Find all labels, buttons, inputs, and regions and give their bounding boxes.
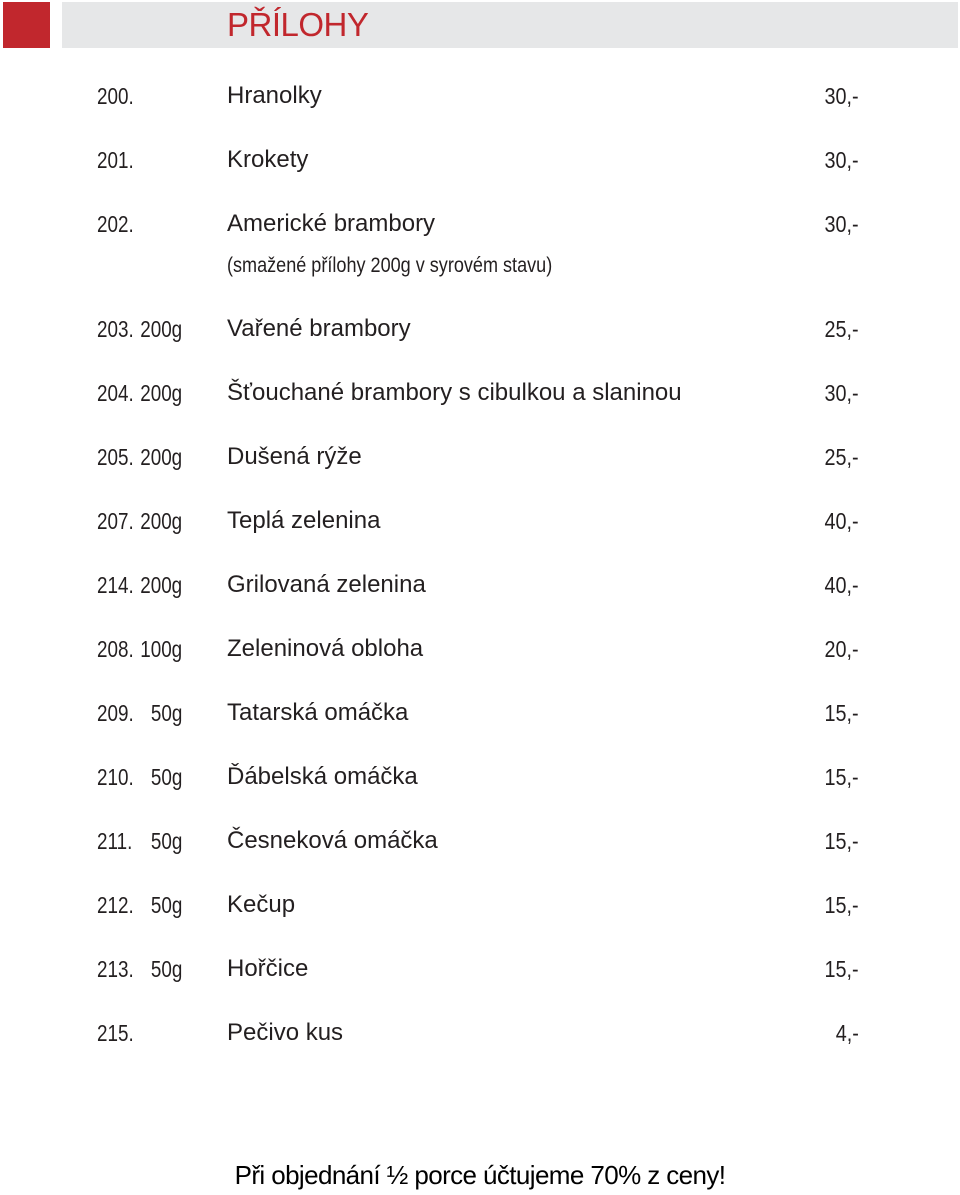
item-number: 211.	[97, 828, 133, 854]
item-number: 205.	[97, 444, 134, 470]
accent-square	[3, 2, 50, 48]
item-name: Americké brambory	[227, 210, 436, 237]
item-name: Zeleninová obloha	[227, 635, 424, 662]
item-weight: 50g	[150, 828, 182, 854]
item-number: 215.	[97, 1020, 134, 1046]
item-name: Teplá zelenina	[227, 507, 381, 534]
item-name: Krokety	[227, 146, 309, 173]
item-weight: 200g	[140, 380, 182, 406]
item-price: 30,-	[824, 83, 859, 109]
menu-item-210	[0, 761, 960, 801]
item-number: 210.	[97, 764, 134, 790]
menu-item-205	[0, 441, 960, 481]
item-price: 15,-	[824, 700, 859, 726]
item-weight: 100g	[140, 636, 182, 662]
item-number: 213.	[97, 956, 134, 982]
menu-item-212	[0, 889, 960, 929]
item-weight: 200g	[140, 572, 182, 598]
item-weight: 50g	[150, 956, 182, 982]
item-weight: 50g	[150, 700, 182, 726]
item-number: 212.	[97, 892, 134, 918]
half-portion-notice: Při objednání ½ porce účtujeme 70% z ceny!	[234, 1160, 726, 1190]
item-name: Grilovaná zelenina	[227, 571, 426, 598]
item-price: 25,-	[824, 316, 859, 342]
item-price: 40,-	[824, 508, 859, 534]
item-number: 207.	[97, 508, 134, 534]
page-title: PŘÍLOHY	[227, 6, 369, 43]
menu-item-207	[0, 505, 960, 545]
menu-item-201	[0, 144, 960, 184]
item-weight: 200g	[140, 444, 182, 470]
item-number: 203.	[97, 316, 134, 342]
item-name: Hořčice	[227, 955, 309, 982]
item-weight: 200g	[140, 508, 182, 534]
item-name: Vařené brambory	[227, 315, 411, 342]
item-price: 30,-	[824, 147, 859, 173]
menu-item-211	[0, 825, 960, 865]
menu-item-200	[0, 80, 960, 120]
item-price: 25,-	[824, 444, 859, 470]
item-price: 15,-	[824, 892, 859, 918]
item-name: Hranolky	[227, 82, 322, 109]
menu-item-204	[0, 377, 960, 417]
item-price: 4,-	[835, 1020, 859, 1046]
item-price: 40,-	[824, 572, 859, 598]
menu-item-214	[0, 569, 960, 609]
item-number: 202.	[97, 211, 134, 237]
item-price: 15,-	[824, 828, 859, 854]
item-number: 204.	[97, 380, 134, 406]
menu-item-209	[0, 697, 960, 737]
menu-item-202	[0, 208, 960, 248]
fried-sides-note: (smažené přílohy 200g v syrovém stavu)	[227, 254, 553, 277]
item-price: 30,-	[824, 380, 859, 406]
menu-item-213	[0, 953, 960, 993]
item-name: Česneková omáčka	[227, 827, 438, 854]
menu-item-215	[0, 1017, 960, 1057]
item-price: 15,-	[824, 956, 859, 982]
item-weight: 50g	[150, 892, 182, 918]
item-number: 201.	[97, 147, 134, 173]
item-weight: 50g	[150, 764, 182, 790]
item-name: Ďábelská omáčka	[227, 763, 418, 790]
item-name: Dušená rýže	[227, 443, 362, 470]
item-weight: 200g	[140, 316, 182, 342]
menu-item-203	[0, 313, 960, 353]
item-name: Šťouchané brambory s cibulkou a slaninou	[227, 379, 682, 406]
item-number: 214.	[97, 572, 134, 598]
item-name: Pečivo kus	[227, 1019, 344, 1046]
item-price: 20,-	[824, 636, 859, 662]
item-number: 209.	[97, 700, 134, 726]
header-bar	[62, 2, 958, 48]
item-name: Tatarská omáčka	[227, 699, 409, 726]
item-number: 208.	[97, 636, 134, 662]
item-price: 15,-	[824, 764, 859, 790]
item-price: 30,-	[824, 211, 859, 237]
menu-item-208	[0, 633, 960, 673]
item-name: Kečup	[227, 891, 296, 918]
item-number: 200.	[97, 83, 134, 109]
